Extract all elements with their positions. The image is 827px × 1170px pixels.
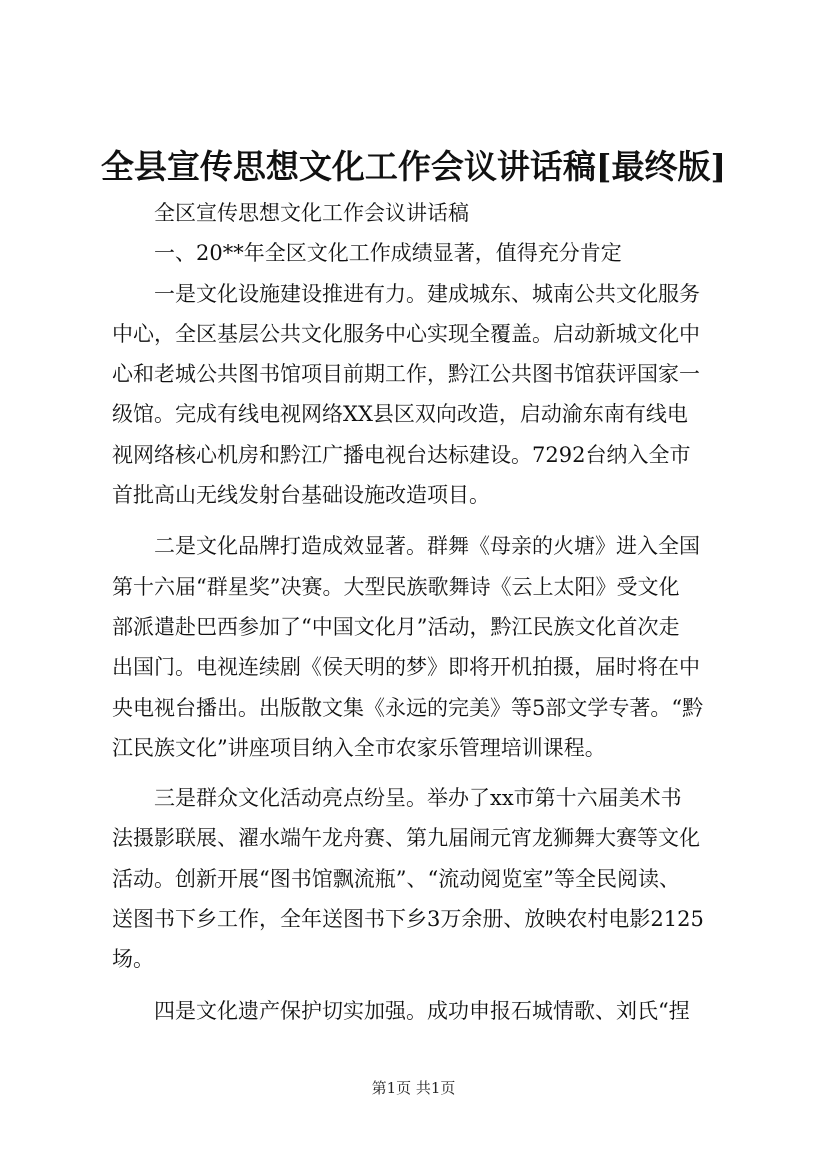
body-line: 央电视台播出。出版散文集《永远的完美》等5部文学专著。“黔 — [112, 695, 704, 720]
document-body — [112, 193, 724, 1031]
body-line: 部派遣赴巴西参加了“中国文化月”活动，黔江民族文化首次走 — [112, 614, 680, 639]
body-line: 送图书下乡工作，全年送图书下乡3万余册、放映农村电影2125 — [112, 907, 704, 932]
document-title: 全县宣传思想文化工作会议讲话稿[最终版] — [100, 147, 727, 186]
body-line: 出国门。电视连续剧《侯天明的梦》即将开机拍摄，届时将在中 — [112, 655, 700, 680]
body-line: 四是文化遗产保护切实加强。成功申报石城情歌、刘氏“捏 — [154, 998, 690, 1023]
body-line: 法摄影联展、濯水端午龙舟赛、第九届闹元宵龙狮舞大赛等文化 — [112, 826, 700, 851]
body-line: 心和老城公共图书馆项目前期工作，黔江公共图书馆获评国家一 — [112, 362, 700, 387]
body-line: 江民族文化”讲座项目纳入全市农家乐管理培训课程。 — [112, 735, 606, 760]
body-line: 首批高山无线发射台基础设施改造项目。 — [112, 483, 490, 508]
body-line: 视网络核心机房和黔江广播电视台达标建设。7292台纳入全市 — [112, 442, 691, 467]
body-line: 二是文化品牌打造成效显著。群舞《母亲的火塘》进入全国 — [154, 534, 700, 559]
body-line: 中心，全区基层公共文化服务中心实现全覆盖。启动新城文化中 — [112, 321, 700, 346]
page-footer: 第1页 共1页 — [371, 1079, 456, 1097]
body-line: 三是群众文化活动亮点纷呈。举办了xx市第十六届美术书 — [154, 786, 682, 811]
body-line: 全区宣传思想文化工作会议讲话稿 — [154, 201, 469, 225]
body-line: 一、20**年全区文化工作成绩显著，值得充分肯定 — [154, 241, 622, 266]
body-line: 级馆。完成有线电视网络XX县区双向改造，启动渝东南有线电 — [112, 402, 688, 427]
body-line: 场。 — [112, 947, 154, 972]
body-line: 活动。创新开展“图书馆飘流瓶”、“流动阅览室”等全民阅读、 — [112, 866, 680, 891]
body-line: 第十六届“群星奖”决赛。大型民族歌舞诗《云上太阳》受文化 — [112, 574, 680, 599]
body-line: 一是文化设施建设推进有力。建成城东、城南公共文化服务 — [154, 281, 700, 306]
